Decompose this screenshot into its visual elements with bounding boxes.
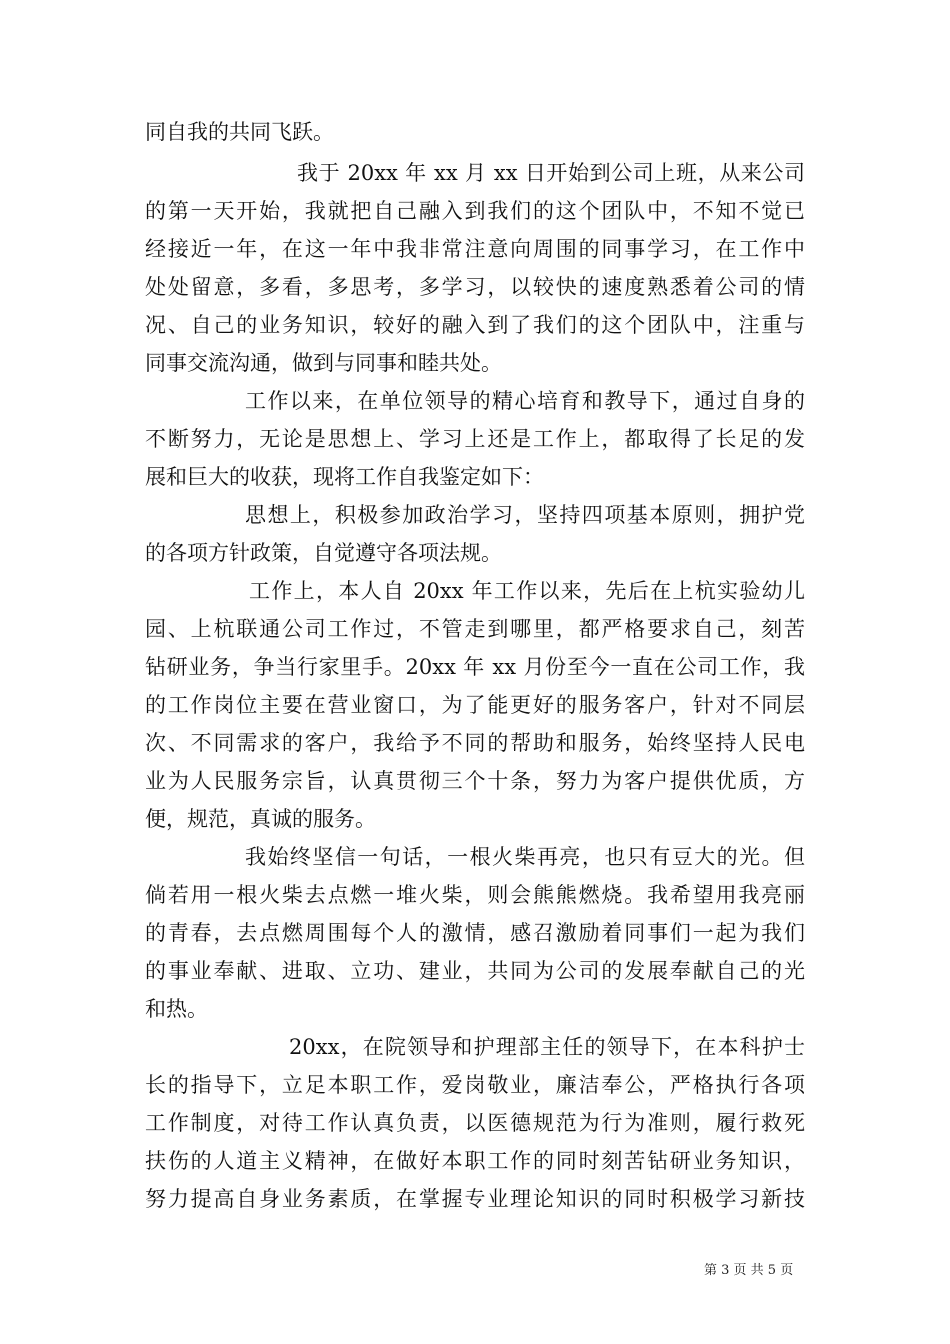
text-line-13: 工作上，本人自 20xx 年工作以来，先后在上杭实验幼儿 bbox=[249, 579, 805, 603]
text-line-1: 同自我的共同飞跃。 bbox=[145, 120, 334, 144]
text-line-23: 的事业奉献、进取、立功、建业，共同为公司的发展奉献自己的光 bbox=[145, 959, 805, 983]
text-line-16: 的工作岗位主要在营业窗口，为了能更好的服务客户，针对不同层 bbox=[145, 693, 805, 717]
text-line-25: 20xx，在院领导和护理部主任的领导下，在本科护士 bbox=[289, 1035, 805, 1059]
text-line-9: 不断努力，无论是思想上、学习上还是工作上，都取得了长足的发 bbox=[145, 427, 805, 451]
text-line-29: 努力提高自身业务素质，在掌握专业理论知识的同时积极学习新技 bbox=[145, 1187, 805, 1211]
text-line-20: 我始终坚信一句话，一根火柴再亮，也只有豆大的光。但 bbox=[245, 845, 805, 869]
text-line-15: 钻研业务，争当行家里手。20xx 年 xx 月份至今一直在公司工作，我 bbox=[145, 655, 805, 679]
text-line-10: 展和巨大的收获，现将工作自我鉴定如下： bbox=[145, 465, 544, 489]
text-line-7: 同事交流沟通，做到与同事和睦共处。 bbox=[145, 351, 502, 375]
text-line-2: 我于 20xx 年 xx 月 xx 日开始到公司上班，从来公司 bbox=[297, 161, 805, 185]
text-line-3: 的第一天开始，我就把自己融入到我们的这个团队中，不知不觉已 bbox=[145, 199, 805, 223]
text-line-24: 和热。 bbox=[145, 997, 208, 1021]
text-line-14: 园、上杭联通公司工作过，不管走到哪里，都严格要求自己，刻苦 bbox=[145, 617, 805, 641]
text-line-4: 经接近一年，在这一年中我非常注意向周围的同事学习，在工作中 bbox=[145, 237, 805, 261]
text-line-12: 的各项方针政策，自觉遵守各项法规。 bbox=[145, 541, 502, 565]
text-line-8: 工作以来，在单位领导的精心培育和教导下，通过自身的 bbox=[245, 389, 805, 413]
text-line-6: 况、自己的业务知识，较好的融入到了我们的这个团队中，注重与 bbox=[145, 313, 805, 337]
text-line-27: 工作制度，对待工作认真负责，以医德规范为行为准则，履行救死 bbox=[145, 1111, 805, 1135]
text-line-5: 处处留意，多看，多思考，多学习，以较快的速度熟悉着公司的情 bbox=[145, 275, 805, 299]
text-line-28: 扶伤的人道主义精神，在做好本职工作的同时刻苦钻研业务知识， bbox=[145, 1149, 805, 1173]
text-line-18: 业为人民服务宗旨，认真贯彻三个十条，努力为客户提供优质，方 bbox=[145, 769, 805, 793]
text-line-26: 长的指导下，立足本职工作，爱岗敬业，廉洁奉公，严格执行各项 bbox=[145, 1073, 805, 1097]
page-number-footer: 第 3 页 共 5 页 bbox=[704, 1263, 794, 1278]
text-line-17: 次、不同需求的客户，我给予不同的帮助和服务，始终坚持人民电 bbox=[145, 731, 805, 755]
text-line-19: 便，规范，真诚的服务。 bbox=[145, 807, 376, 831]
text-line-21: 倘若用一根火柴去点燃一堆火柴，则会熊熊燃烧。我希望用我亮丽 bbox=[145, 883, 805, 907]
text-line-22: 的青春，去点燃周围每个人的激情，感召激励着同事们一起为我们 bbox=[145, 921, 805, 945]
text-line-11: 思想上，积极参加政治学习，坚持四项基本原则，拥护党 bbox=[245, 503, 805, 527]
